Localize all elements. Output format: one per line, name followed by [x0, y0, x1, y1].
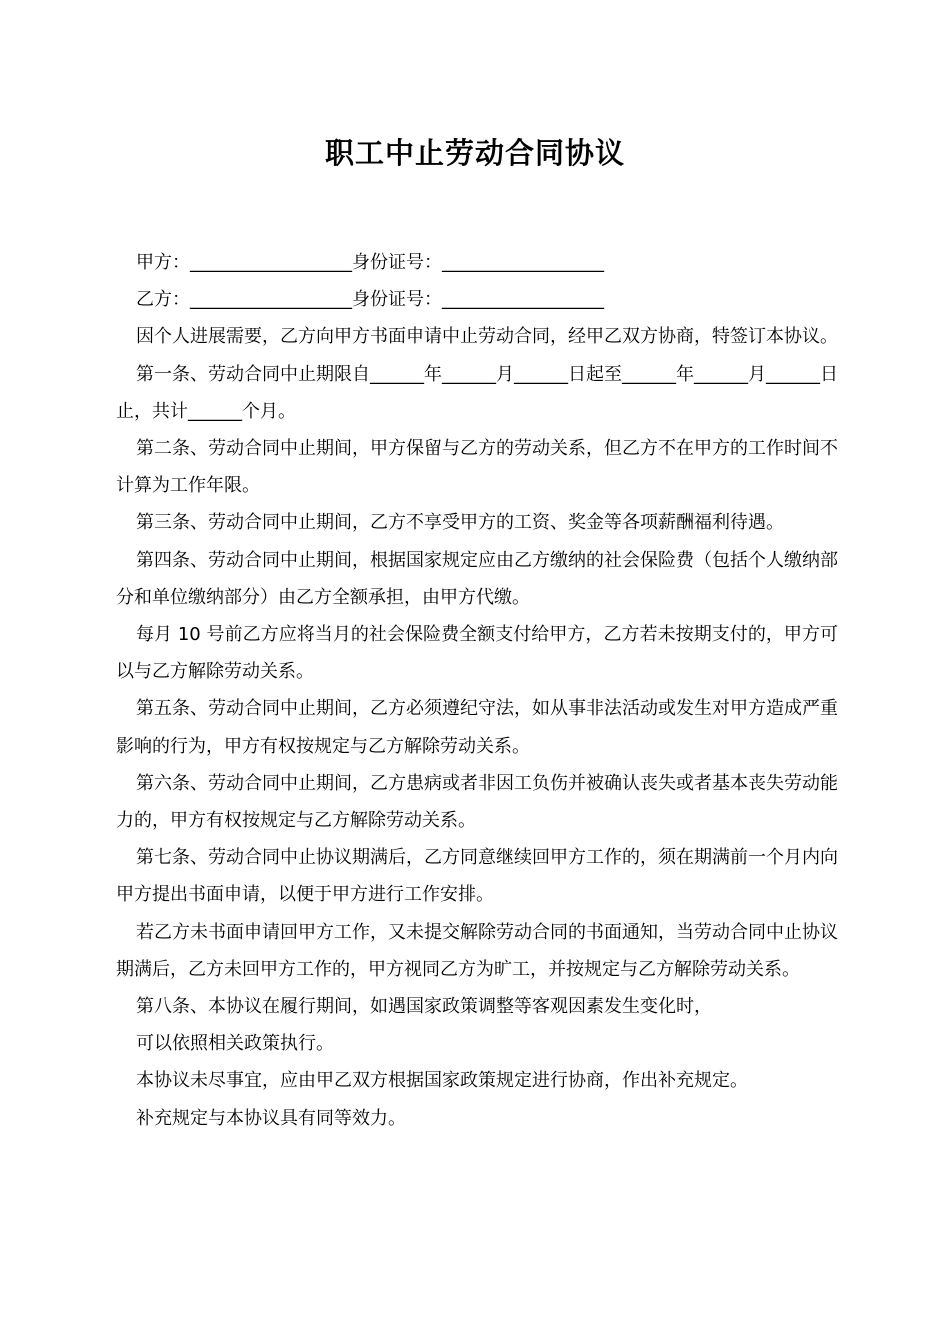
supplementary-effect-paragraph: 补充规定与本协议具有同等效力。	[136, 1107, 406, 1129]
article-5-paragraph: 第五条、劳动合同中止期间，乙方必须遵纪守法，如从事非法活动或发生对甲方造成严重影响的行为，甲方有权按规定与乙方解除劳动关系。	[116, 698, 838, 757]
party-a-line: 甲方：__________________身份证号：__________________	[136, 252, 604, 273]
article-4-payment-paragraph: 每月 10 号前乙方应将当月的社会保险费全额支付给甲方，乙方若未按期支付的，甲方可以与乙方解除劳动关系。	[116, 624, 838, 683]
article-7-paragraph: 第七条、劳动合同中止协议期满后，乙方同意继续回甲方工作的，须在期满前一个月内向甲方提出书面申请，以便于甲方进行工作安排。	[116, 847, 838, 906]
preamble-paragraph: 因个人进展需要，乙方向甲方书面申请中止劳动合同，经甲乙双方协商，特签订本协议。	[136, 326, 838, 348]
article-2-paragraph: 第二条、劳动合同中止期间，甲方保留与乙方的劳动关系，但乙方不在甲方的工作时间不计算为工作年限。	[116, 438, 838, 497]
article-8-continuation: 可以依照相关政策执行。	[136, 1033, 334, 1055]
article-3-paragraph: 第三条、劳动合同中止期间，乙方不享受甲方的工资、奖金等各项薪酬福利待遇。	[136, 512, 784, 534]
party-b-line: 乙方：__________________身份证号：__________________	[136, 289, 604, 311]
article-6-paragraph: 第六条、劳动合同中止期间，乙方患病或者非因工负伤并被确认丧失或者基本丧失劳动能力的，甲方有权按规定与乙方解除劳动关系。	[116, 772, 838, 832]
supplementary-paragraph: 本协议未尽事宜，应由甲乙双方根据国家政策规定进行协商，作出补充规定。	[136, 1070, 748, 1092]
article-4-paragraph: 第四条、劳动合同中止期间，根据国家规定应由乙方缴纳的社会保险费（包括个人缴纳部分和单位缴纳部分）由乙方全额承担，由甲方代缴。	[116, 549, 838, 608]
article-1-paragraph: 第一条、劳动合同中止期限自______年______月______日起至______年______月______日止，共计______个月。	[116, 363, 838, 422]
article-7-absence-paragraph: 若乙方未书面申请回甲方工作，又未提交解除劳动合同的书面通知，当劳动合同中止协议期满后，乙方未回甲方工作的，甲方视同乙方为旷工，并按规定与乙方解除劳动关系。	[116, 921, 838, 980]
document-body	[116, 244, 838, 1137]
article-8-paragraph: 第八条、本协议在履行期间，如遇国家政策调整等客观因素发生变化时，	[136, 996, 712, 1018]
document-title: 职工中止劳动合同协议	[324, 136, 625, 170]
